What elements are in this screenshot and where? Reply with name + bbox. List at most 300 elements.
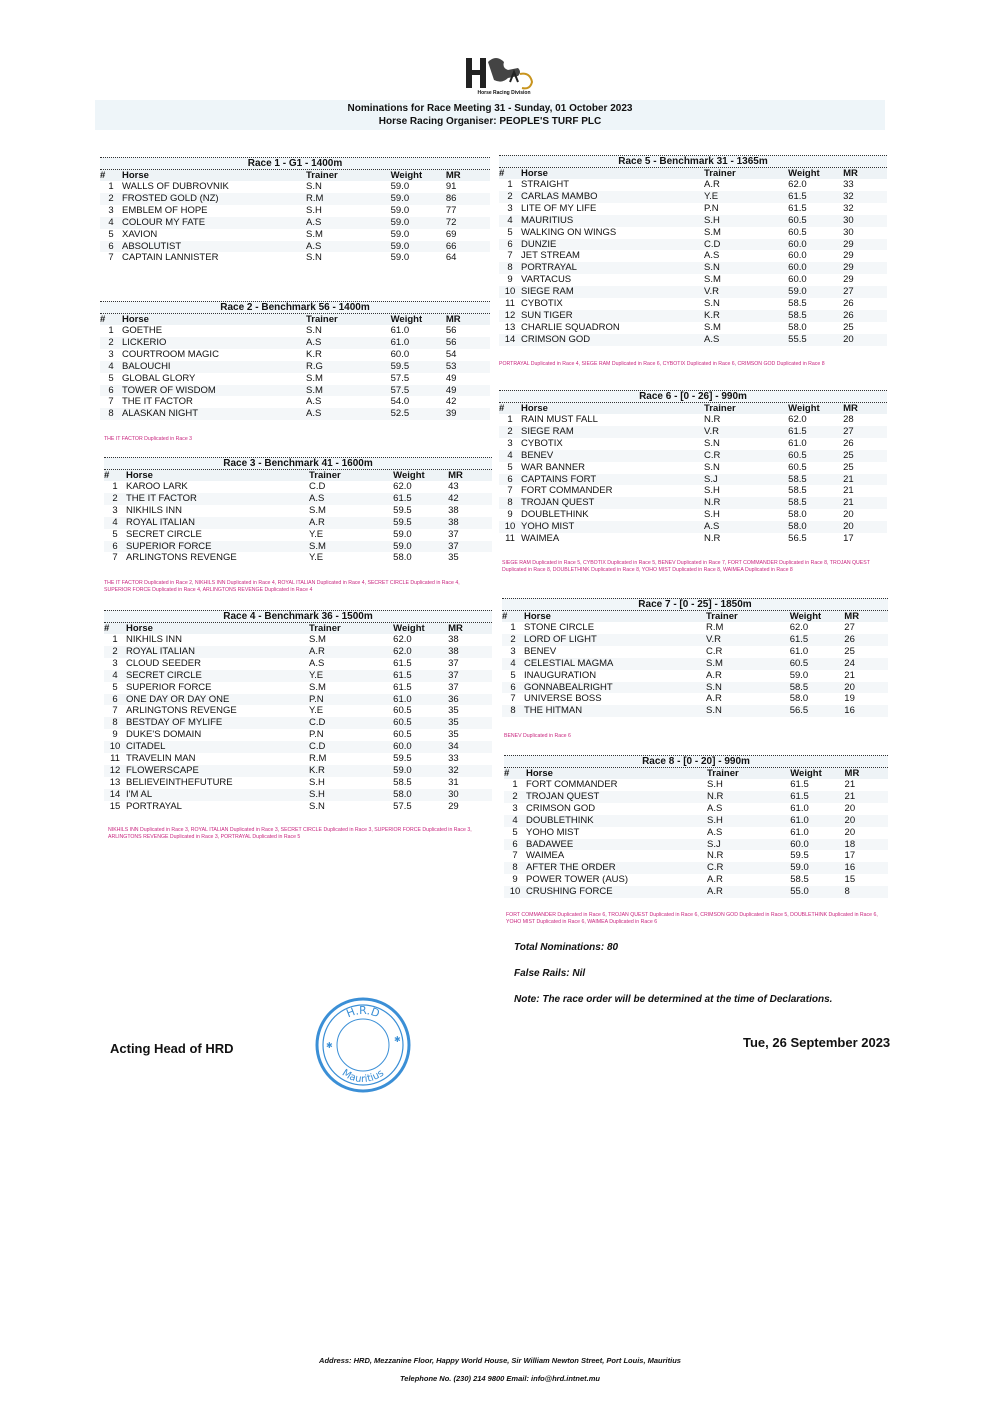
weight: 58.0 [788, 509, 807, 521]
trainer: S.M [704, 226, 721, 238]
trainer: A.S [707, 826, 723, 838]
horse-number: 7 [510, 693, 516, 705]
weight: 58.0 [788, 321, 807, 333]
horse-name: JET STREAM [521, 250, 580, 262]
weight: 58.5 [788, 497, 843, 509]
trainer: N.R [707, 791, 790, 803]
horse-number: 2 [499, 426, 521, 438]
trainer: S.N [704, 437, 720, 449]
mr: 37 [448, 657, 459, 669]
weight: 59.5 [393, 517, 448, 529]
col-weight-header: Weight [391, 170, 446, 181]
horse-number: 3 [112, 657, 118, 669]
horse-number: 7 [108, 396, 114, 408]
mr: 32 [448, 765, 492, 777]
horse-number: 2 [100, 337, 122, 349]
horse-number: 4 [499, 450, 521, 462]
mr: 24 [844, 658, 888, 670]
table-row [499, 438, 887, 450]
weight: 60.5 [790, 658, 845, 670]
table-row [100, 229, 490, 241]
col-horse-header: Horse [526, 768, 707, 779]
horse-number: 9 [112, 729, 118, 741]
trainer: A.S [306, 217, 391, 229]
col-no-header: # [504, 768, 526, 779]
mr: 26 [844, 634, 888, 646]
horse-name: CRIMSON GOD [521, 334, 704, 346]
trainer: P.N [309, 694, 393, 706]
horse-number: 4 [100, 217, 122, 229]
table-row [504, 862, 888, 874]
weight: 60.0 [788, 239, 843, 251]
weight: 60.5 [393, 729, 412, 741]
horse-name: DUKE'S DOMAIN [126, 729, 202, 741]
mr: 21 [843, 485, 854, 497]
trainer: S.H [707, 815, 790, 827]
table-row [100, 241, 490, 253]
horse-name: NIKHILS INN [126, 504, 182, 516]
weight: 58.5 [788, 298, 807, 310]
table-row [104, 493, 492, 505]
mr: 42 [448, 493, 492, 505]
horse-number: 12 [499, 310, 521, 322]
trainer: C.R [707, 862, 790, 874]
trainer: A.S [306, 408, 391, 420]
svg-text:Mauritius [340, 1068, 386, 1085]
weight: 58.5 [790, 874, 809, 886]
race-title: Race 2 - Benchmark 56 - 1400m [100, 301, 490, 314]
mr: 26 [843, 310, 887, 322]
col-horse-header: Horse [524, 611, 706, 622]
horse-name: TRAVELIN MAN [126, 753, 196, 765]
table-row [104, 646, 492, 658]
weight: 61.0 [391, 337, 446, 349]
table-row [100, 325, 490, 337]
mr: 8 [845, 886, 888, 898]
trainer: R.M [706, 622, 724, 633]
mr: 20 [844, 802, 856, 814]
horse-number: 10 [499, 286, 521, 298]
weight: 57.5 [393, 800, 412, 812]
weight: 61.0 [390, 325, 410, 336]
race-6-section [499, 390, 887, 545]
horse-name: BENEV [524, 645, 557, 657]
weight: 61.5 [393, 670, 448, 682]
race-4-section [104, 610, 492, 813]
mr: 21 [844, 669, 855, 681]
mr: 29 [843, 274, 854, 286]
trainer: R.M [309, 753, 327, 765]
table-row [499, 215, 887, 227]
table-row [499, 286, 887, 298]
mr: 16 [845, 862, 888, 874]
race-6-duplicates: SIEGE RAM Duplicated in Race 5, CYBOTIX Duplicated in Race 5, BENEV Duplicated in Race 7, FORT COMMANDER Duplicated in Race 8, TROJAN QUEST Duplicated in Race 8, DOUBLETHINK Duplicated in Race 8, YOHO MIST Duplicated in Race 8, WAIMEA Duplicated in Race 8 [502, 560, 870, 573]
weight: 58.0 [393, 789, 448, 801]
weight: 59.5 [393, 504, 412, 516]
document-date: Tue, 26 September 2023 [743, 1035, 891, 1050]
trainer: N.R [704, 533, 721, 545]
mr: 36 [448, 694, 492, 706]
horse-number: 1 [512, 779, 518, 790]
trainer: S.N [306, 252, 322, 264]
table-row [499, 191, 887, 203]
horse-number: 1 [108, 181, 114, 192]
trainer: V.R [704, 426, 788, 438]
horse-name: CLOUD SEEDER [126, 657, 201, 669]
footer-contact: Telephone No. (230) 214 9800 Email: info@hrd.intnet.mu [400, 1374, 600, 1383]
table-row [104, 789, 492, 801]
horse-number: 8 [502, 705, 524, 717]
trainer: C.R [706, 645, 723, 657]
col-mr-header: MR [844, 611, 888, 622]
mr: 37 [448, 528, 459, 540]
col-weight-header: Weight [790, 611, 845, 622]
trainer: S.M [306, 372, 323, 384]
col-horse-header: Horse [521, 168, 704, 179]
table-row [100, 193, 490, 205]
weight: 61.5 [790, 634, 845, 646]
table-row [100, 349, 490, 361]
mr: 64 [445, 252, 457, 264]
horse-name: THE IT FACTOR [122, 396, 193, 408]
trainer: N.R [707, 850, 724, 862]
table-row [504, 803, 888, 815]
table-row [504, 886, 888, 898]
weight: 52.5 [391, 408, 446, 420]
col-weight-header: Weight [391, 314, 446, 325]
mr: 21 [843, 474, 887, 486]
col-trainer-header: Trainer [306, 314, 391, 325]
table-row [502, 646, 888, 658]
trainer: S.N [704, 298, 720, 310]
horse-number: 4 [100, 361, 122, 373]
race-title: Race 5 - Benchmark 31 - 1365m [499, 155, 887, 168]
table-row [104, 670, 492, 682]
mr: 28 [843, 414, 854, 425]
race-table [104, 470, 492, 564]
page-subtitle: Horse Racing Organiser: PEOPLE'S TURF PLC [378, 116, 602, 127]
weight: 62.0 [788, 179, 807, 190]
horse-number: 7 [112, 552, 118, 564]
trainer: S.H [704, 215, 788, 227]
mr: 53 [446, 361, 490, 373]
col-horse-header: Horse [122, 170, 306, 181]
horse-number: 5 [510, 669, 516, 681]
stamp-bottom-text: Mauritius [339, 1067, 387, 1086]
mr: 56 [445, 325, 457, 336]
logo-subtitle: Horse Racing Division [477, 90, 531, 96]
horse-name: ROYAL ITALIAN [126, 517, 309, 529]
trainer: V.R [704, 286, 788, 298]
table-row [499, 203, 887, 215]
horse-number: 1 [510, 622, 516, 633]
horse-name: BESTDAY OF MYLIFE [126, 717, 309, 729]
horse-name: KAROO LARK [126, 481, 188, 492]
col-mr-header: MR [446, 170, 490, 181]
horse-number: 13 [109, 776, 121, 788]
horse-number: 4 [502, 658, 524, 670]
table-row [100, 408, 490, 420]
trainer: A.R [309, 517, 393, 529]
mr: 38 [448, 634, 459, 645]
table-row [100, 217, 490, 229]
footer-address: Address: HRD, Mezzanine Floor, Happy World House, Sir William Newton Street, Port Louis, Mauritius [319, 1356, 681, 1365]
weight: 61.5 [788, 191, 843, 203]
trainer: A.S [704, 250, 720, 262]
weight: 61.0 [789, 645, 809, 657]
trainer: S.J [704, 474, 788, 486]
mr: 20 [843, 334, 887, 346]
weight: 59.5 [391, 361, 446, 373]
horse-name: CARLAS MAMBO [521, 191, 704, 203]
trainer: Y.E [309, 552, 324, 564]
mr: 49 [445, 372, 457, 384]
table-row [504, 815, 888, 827]
weight: 61.5 [393, 681, 412, 693]
horse-number: 5 [108, 228, 114, 240]
race-title: Race 7 - [0 - 25] - 1850m [502, 598, 888, 611]
horse-number: 8 [499, 497, 521, 509]
horse-number: 1 [507, 414, 513, 425]
horse-number: 4 [104, 517, 126, 529]
horse-number: 2 [104, 646, 126, 658]
col-no-header: # [502, 611, 524, 622]
horse-number: 5 [507, 461, 513, 473]
weight: 57.5 [391, 385, 446, 397]
weight: 61.0 [393, 694, 448, 706]
weight: 58.0 [788, 521, 843, 533]
weight: 61.5 [393, 493, 448, 505]
horse-number: 5 [507, 226, 513, 238]
horse-name: LORD OF LIGHT [524, 634, 706, 646]
horse-number: 5 [512, 826, 518, 838]
weight: 61.5 [790, 779, 809, 790]
table-row [499, 521, 887, 533]
mr: 38 [448, 646, 492, 658]
horse-name: GONNABEALRIGHT [524, 682, 706, 694]
weight: 61.5 [393, 657, 412, 669]
mr: 21 [843, 497, 887, 509]
weight: 59.0 [390, 252, 410, 264]
horse-name: AFTER THE ORDER [526, 862, 707, 874]
col-trainer-header: Trainer [704, 403, 788, 414]
horse-name: STRAIGHT [521, 179, 570, 190]
horse-name: CRUSHING FORCE [526, 886, 707, 898]
table-row [499, 533, 887, 545]
horse-number: 8 [504, 862, 526, 874]
col-mr-header: MR [843, 403, 887, 414]
mr: 30 [843, 226, 854, 238]
horse-number: 2 [100, 193, 122, 205]
mr: 20 [844, 826, 856, 838]
mr: 25 [844, 645, 855, 657]
mr: 20 [843, 509, 854, 521]
weight: 58.5 [790, 682, 845, 694]
col-trainer-header: Trainer [707, 768, 790, 779]
table-row [104, 505, 492, 517]
table-row [104, 682, 492, 694]
trainer: K.R [704, 310, 788, 322]
horse-name: TROJAN QUEST [521, 497, 704, 509]
trainer: S.M [309, 634, 326, 645]
horse-name: LICKERIO [122, 337, 306, 349]
svg-text:H.R.D [345, 1004, 382, 1020]
race-1-section [100, 157, 490, 264]
col-no-header: # [499, 168, 521, 179]
horse-number: 7 [507, 485, 513, 497]
table-row [100, 385, 490, 397]
horse-number: 11 [505, 533, 515, 545]
weight: 60.5 [393, 705, 412, 717]
trainer: S.J [707, 839, 790, 851]
race-table [104, 623, 492, 813]
horse-number: 8 [499, 262, 521, 274]
horse-name: FORT COMMANDER [526, 779, 618, 790]
col-mr-header: MR [446, 314, 490, 325]
table-row [104, 717, 492, 729]
svg-text:✱: ✱ [326, 1041, 333, 1050]
horse-number: 13 [504, 321, 516, 333]
horse-number: 3 [512, 802, 518, 814]
trainer: A.S [704, 334, 788, 346]
horse-number: 10 [104, 741, 126, 753]
trainer: S.H [309, 789, 393, 801]
horse-number: 3 [108, 348, 114, 360]
weight: 62.0 [393, 481, 412, 492]
horse-number: 3 [507, 202, 513, 214]
horse-number: 15 [109, 800, 121, 812]
trainer: S.H [704, 509, 720, 521]
horse-number: 5 [112, 681, 118, 693]
horse-name: SUPERIOR FORCE [126, 681, 212, 693]
table-row [104, 765, 492, 777]
trainer: Y.E [309, 670, 393, 682]
trainer: A.S [704, 521, 788, 533]
weight: 59.5 [790, 850, 809, 862]
horse-name: CYBOTIX [521, 437, 563, 449]
race-title: Race 1 - G1 - 1400m [100, 157, 490, 170]
weight: 58.0 [789, 693, 809, 705]
svg-text:✱: ✱ [394, 1035, 401, 1044]
horse-number: 1 [108, 325, 114, 336]
mr: 35 [448, 717, 492, 729]
mr: 29 [843, 239, 887, 251]
weight: 60.5 [788, 226, 807, 238]
mr: 31 [448, 776, 459, 788]
horse-name: GLOBAL GLORY [122, 372, 196, 384]
weight: 62.0 [788, 414, 807, 425]
horse-name: COLOUR MY FATE [122, 217, 306, 229]
race-order-note: Note: The race order will be determined at the time of Declarations. [514, 994, 833, 1005]
weight: 61.0 [790, 802, 809, 814]
race-7-section [502, 598, 888, 717]
table-row [499, 509, 887, 521]
trainer: R.M [306, 193, 391, 205]
table-row [104, 777, 492, 789]
table-row [499, 239, 887, 251]
trainer: A.R [707, 874, 723, 886]
mr: 49 [446, 385, 490, 397]
trainer: S.M [309, 541, 393, 553]
col-trainer-header: Trainer [704, 168, 788, 179]
horse-number: 7 [512, 850, 518, 862]
mr: 20 [845, 815, 888, 827]
trainer: K.R [309, 765, 393, 777]
mr: 35 [448, 552, 459, 564]
table-row [100, 181, 490, 193]
horse-name: WALKING ON WINGS [521, 226, 617, 238]
table-row [504, 874, 888, 886]
table-row [499, 334, 887, 346]
horse-name: ABSOLUTIST [122, 241, 306, 253]
mr: 37 [448, 541, 492, 553]
race-8-section [504, 755, 888, 898]
stamp-top-text: H.R.D [344, 1003, 382, 1021]
horse-number: 3 [112, 504, 118, 516]
horse-name: WAIMEA [521, 533, 560, 545]
table-row [100, 337, 490, 349]
trainer: C.R [704, 450, 788, 462]
horse-name: SECRET CIRCLE [126, 670, 309, 682]
horse-name: SIEGE RAM [521, 286, 704, 298]
weight: 62.0 [393, 646, 448, 658]
horse-number: 6 [100, 385, 122, 397]
mr: 33 [843, 179, 854, 190]
col-weight-header: Weight [788, 168, 843, 179]
horse-number: 6 [104, 694, 126, 706]
table-row [499, 426, 887, 438]
horse-number: 7 [507, 250, 513, 262]
table-row [100, 205, 490, 217]
mr: 56 [446, 337, 490, 349]
table-row [499, 450, 887, 462]
hrd-stamp [312, 995, 414, 1095]
table-row [104, 541, 492, 553]
horse-name: NIKHILS INN [126, 634, 182, 645]
race-title: Race 4 - Benchmark 36 - 1500m [104, 610, 492, 623]
horse-number: 1 [507, 179, 513, 190]
trainer: A.S [309, 657, 325, 669]
horse-name: ONE DAY OR DAY ONE [126, 694, 309, 706]
mr: 21 [845, 791, 888, 803]
col-horse-header: Horse [126, 470, 309, 481]
weight: 59.0 [789, 669, 809, 681]
weight: 60.5 [393, 717, 448, 729]
table-row [499, 298, 887, 310]
horse-number: 9 [507, 509, 513, 521]
table-row [502, 658, 888, 670]
trainer: N.R [704, 414, 721, 425]
horse-name: WAIMEA [526, 850, 565, 862]
table-row [499, 474, 887, 486]
horse-number: 8 [100, 408, 122, 420]
table-row [504, 850, 888, 862]
table-row [104, 552, 492, 564]
col-mr-header: MR [843, 168, 887, 179]
mr: 25 [843, 321, 854, 333]
horse-number: 4 [104, 670, 126, 682]
table-row [502, 693, 888, 705]
trainer: K.R [306, 348, 322, 360]
horse-number: 5 [108, 372, 114, 384]
table-row [104, 801, 492, 813]
horse-name: PORTRAYAL [126, 800, 182, 812]
weight: 54.0 [390, 396, 410, 408]
horse-name: INAUGURATION [524, 669, 597, 681]
table-row [499, 250, 887, 262]
mr: 29 [843, 250, 854, 262]
weight: 59.0 [393, 528, 412, 540]
